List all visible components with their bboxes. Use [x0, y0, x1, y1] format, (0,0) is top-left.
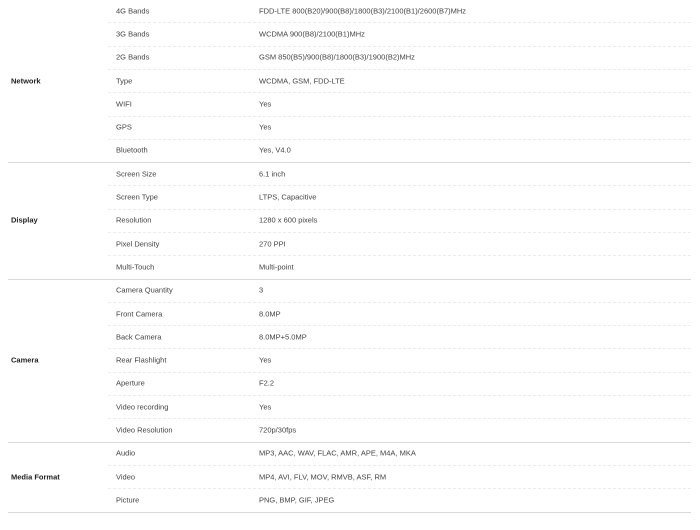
spec-key: Video recording — [116, 402, 169, 412]
spec-value: LTPS, Capacitive — [259, 192, 317, 202]
spec-value: 3 — [259, 285, 264, 295]
row-divider — [108, 232, 691, 233]
spec-row — [108, 22, 691, 45]
spec-row — [108, 46, 691, 69]
spec-value: PNG, BMP, GIF, JPEG — [259, 495, 335, 505]
row-divider — [108, 372, 691, 373]
spec-key: Type — [116, 76, 133, 86]
row-divider — [108, 116, 691, 117]
row-divider — [108, 325, 691, 326]
spec-group-display — [8, 162, 691, 280]
spec-group-camera — [8, 279, 691, 443]
spec-key: Camera Quantity — [116, 285, 173, 295]
spec-value: WCDMA, GSM, FDD-LTE — [259, 76, 345, 86]
spec-key: 3G Bands — [116, 29, 150, 39]
spec-key: WIFI — [116, 99, 132, 109]
row-divider — [108, 185, 691, 186]
spec-row — [108, 162, 691, 185]
spec-group-label: Network — [11, 76, 41, 86]
spec-value: Yes — [259, 402, 272, 412]
spec-row — [108, 395, 691, 418]
row-divider — [108, 69, 691, 70]
spec-key: Rear Flashlight — [116, 355, 167, 365]
row-divider — [108, 302, 691, 303]
row-divider — [108, 255, 691, 256]
spec-row — [108, 279, 691, 302]
row-divider — [108, 395, 691, 396]
spec-group-network — [8, 0, 691, 163]
spec-row — [108, 92, 691, 115]
spec-key: 4G Bands — [116, 6, 150, 16]
spec-row — [108, 465, 691, 488]
spec-row — [108, 0, 691, 22]
spec-value: 720p/30fps — [259, 425, 297, 435]
spec-row — [108, 442, 691, 465]
spec-value: MP4, AVI, FLV, MOV, RMVB, ASF, RM — [259, 472, 387, 482]
spec-row — [108, 302, 691, 325]
spec-key: Back Camera — [116, 332, 162, 342]
spec-row — [108, 209, 691, 232]
spec-row — [108, 139, 691, 162]
spec-value: F2.2 — [259, 378, 275, 388]
spec-row — [108, 348, 691, 371]
spec-key: 2G Bands — [116, 52, 150, 62]
spec-key: Audio — [116, 448, 136, 458]
spec-row — [108, 185, 691, 208]
spec-group-label: Display — [11, 215, 38, 225]
spec-key: Bluetooth — [116, 145, 148, 155]
spec-value: Yes — [259, 122, 272, 132]
spec-value: MP3, AAC, WAV, FLAC, AMR, APE, M4A, MKA — [259, 448, 416, 458]
spec-row — [108, 418, 691, 441]
spec-key: Screen Type — [116, 192, 158, 202]
spec-row — [108, 255, 691, 278]
spec-group-label: Media Format — [11, 472, 60, 482]
spec-key: Multi-Touch — [116, 262, 155, 272]
spec-row — [108, 372, 691, 395]
spec-key: Front Camera — [116, 309, 163, 319]
spec-key: Aperture — [116, 378, 145, 388]
row-divider — [108, 22, 691, 23]
spec-value: 270 PPI — [259, 239, 286, 249]
spec-value: WCDMA 900(B8)/2100(B1)MHz — [259, 29, 365, 39]
spec-key: Picture — [116, 495, 140, 505]
row-divider — [108, 92, 691, 93]
row-divider — [108, 488, 691, 489]
spec-key: GPS — [116, 122, 132, 132]
row-divider — [108, 209, 691, 210]
spec-row — [108, 116, 691, 139]
spec-value: GSM 850(B5)/900(B8)/1800(B3)/1900(B2)MHz — [259, 52, 415, 62]
spec-key: Pixel Density — [116, 239, 160, 249]
spec-row — [108, 488, 691, 511]
spec-key: Video Resolution — [116, 425, 173, 435]
row-divider — [108, 418, 691, 419]
spec-group-media-format — [8, 442, 691, 513]
spec-value: 8.0MP — [259, 309, 281, 319]
spec-key: Screen Size — [116, 169, 157, 179]
spec-value: 8.0MP+5.0MP — [259, 332, 307, 342]
row-divider — [108, 348, 691, 349]
row-divider — [108, 46, 691, 47]
spec-key: Video — [116, 472, 136, 482]
spec-value: Multi-point — [259, 262, 294, 272]
spec-row — [108, 232, 691, 255]
spec-row — [108, 69, 691, 92]
spec-row — [108, 325, 691, 348]
spec-value: Yes — [259, 99, 272, 109]
row-divider — [108, 465, 691, 466]
spec-key: Resolution — [116, 215, 152, 225]
spec-value: FDD-LTE 800(B20)/900(B8)/1800(B3)/2100(B1)/2600(B7)MHz — [259, 6, 467, 16]
spec-value: 1280 x 600 pixels — [259, 215, 318, 225]
spec-value: Yes, V4.0 — [259, 145, 291, 155]
spec-value: Yes — [259, 355, 272, 365]
row-divider — [108, 139, 691, 140]
spec-group-label: Camera — [11, 355, 39, 365]
spec-value: 6.1 inch — [259, 169, 286, 179]
